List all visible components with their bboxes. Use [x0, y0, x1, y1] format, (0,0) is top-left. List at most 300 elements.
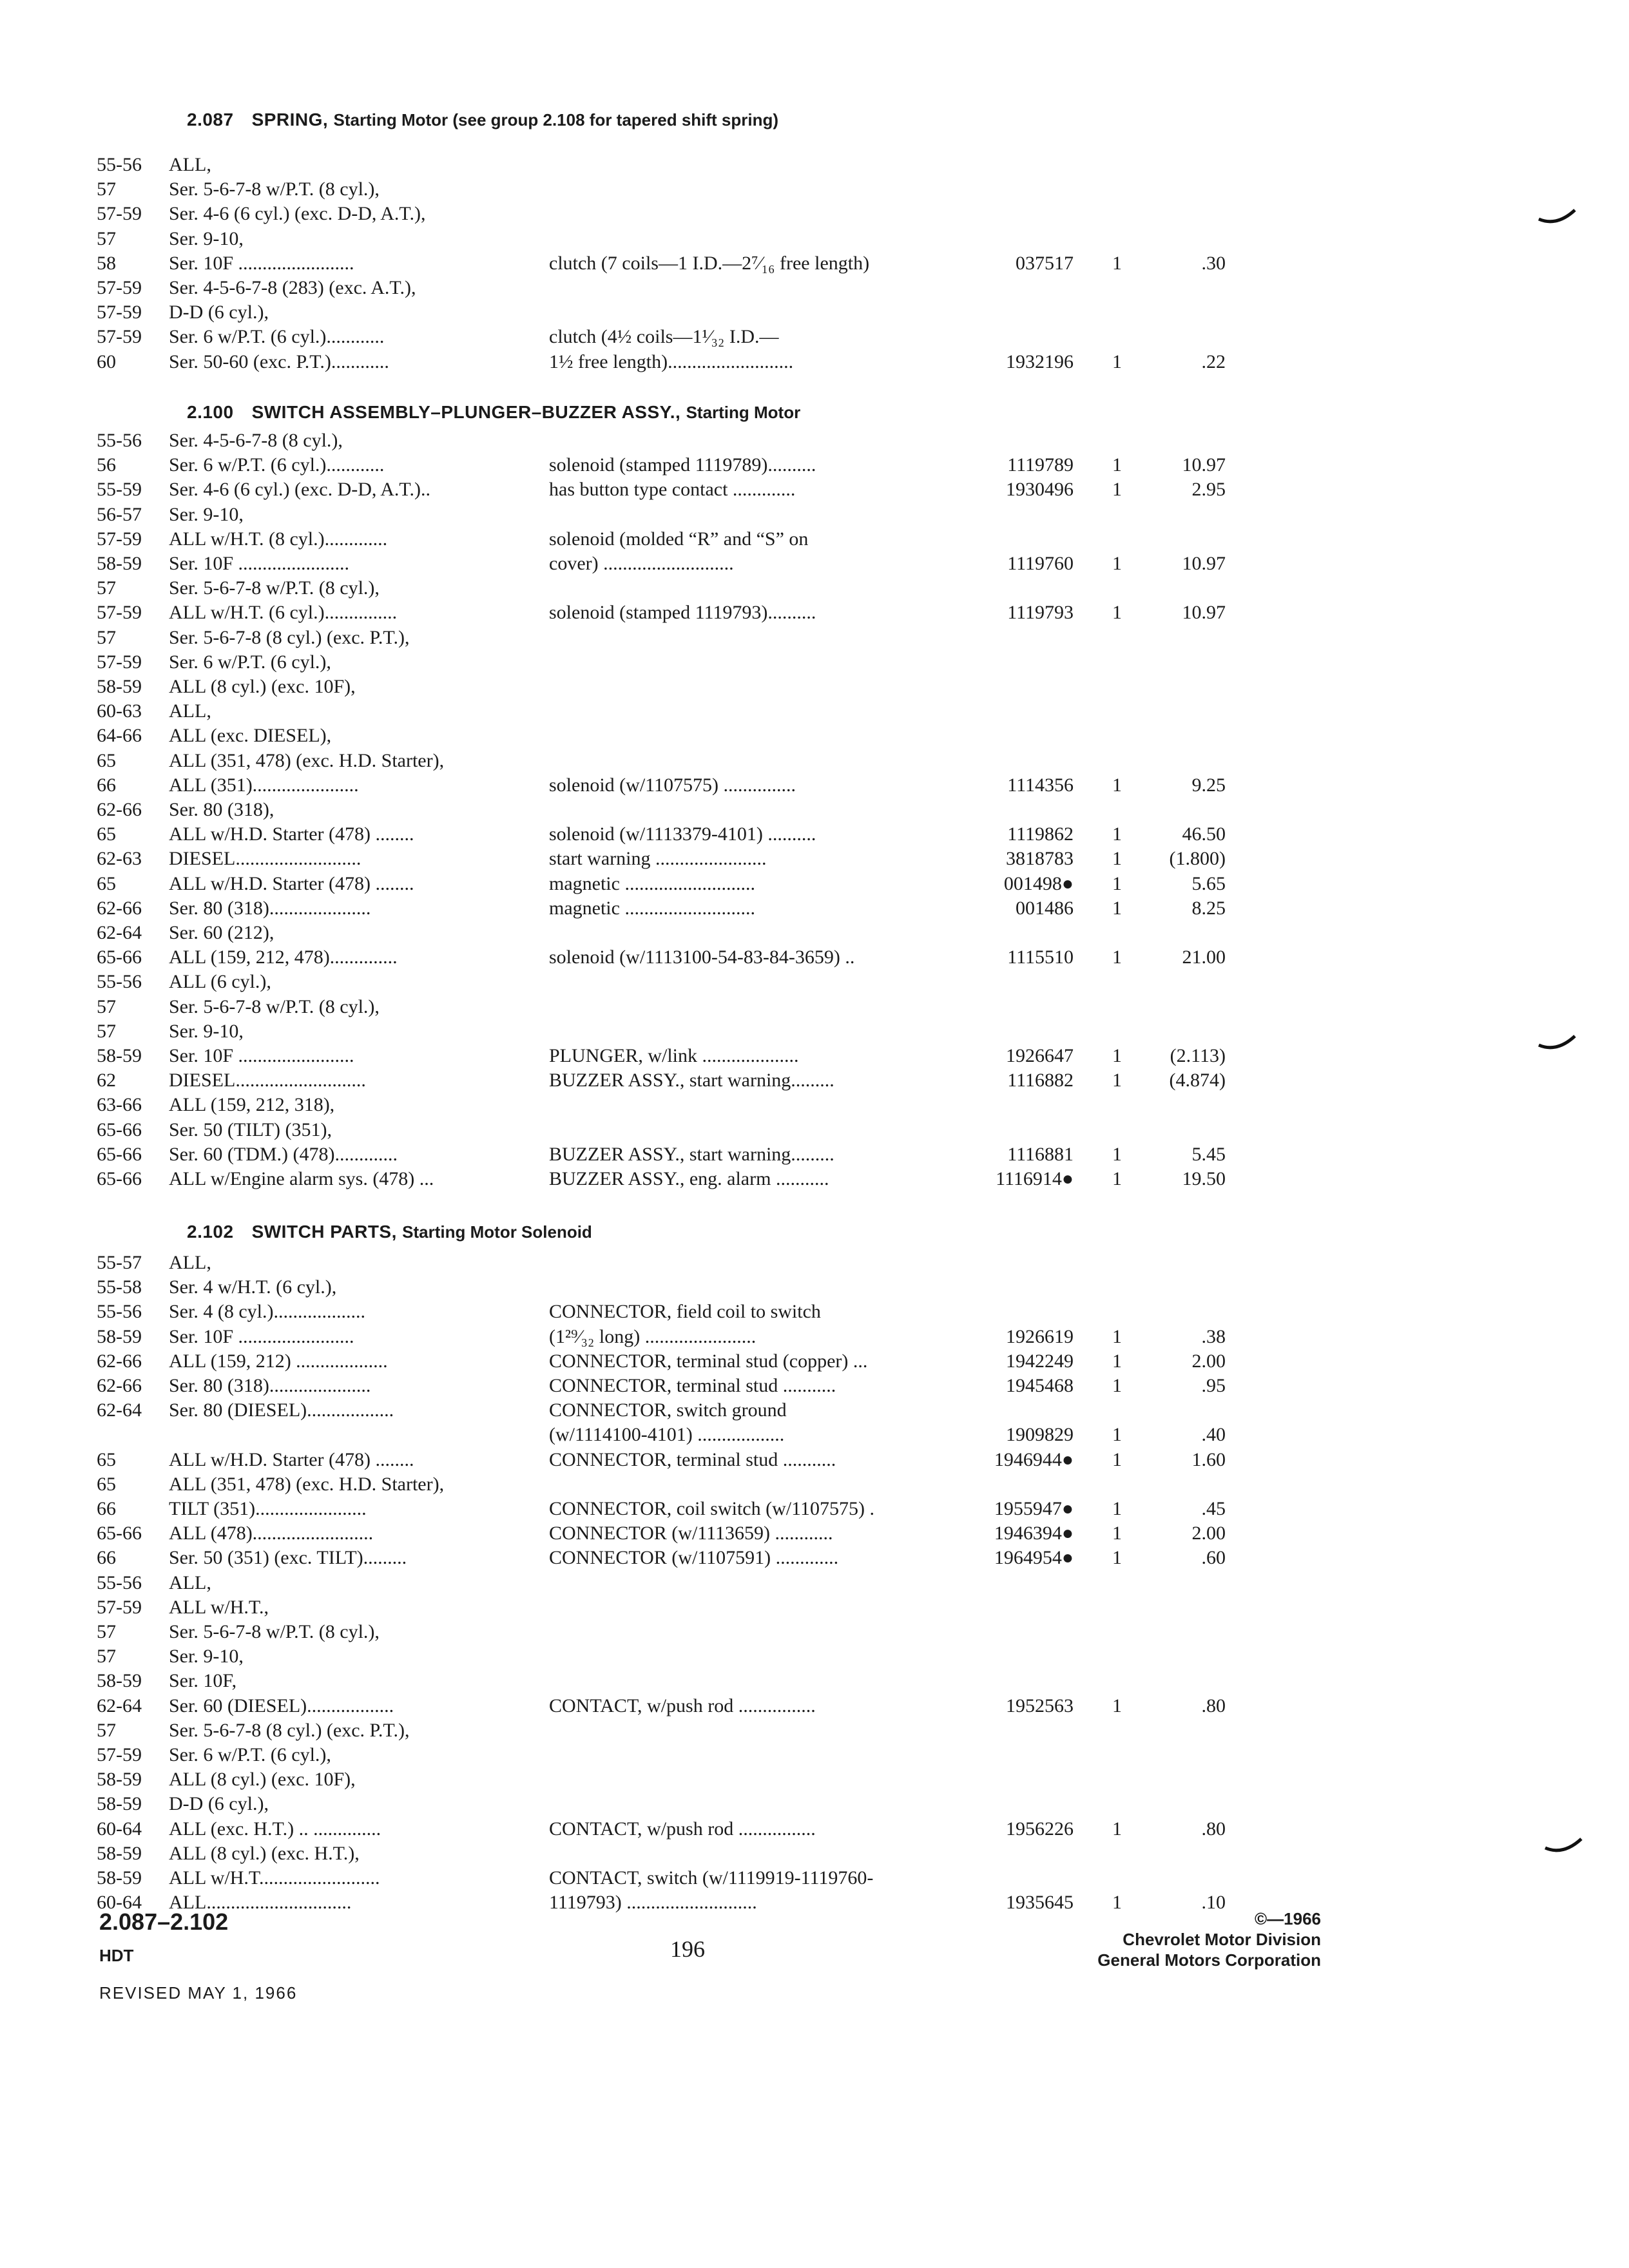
- revision-date: REVISED MAY 1, 1966: [99, 1983, 298, 2003]
- model-years: 63-66: [97, 1094, 142, 1116]
- parts-row: [0, 1043, 1629, 1069]
- application: Ser. 60 (212),: [169, 922, 275, 943]
- application: ALL,: [169, 1571, 211, 1593]
- parts-row: [0, 1373, 1629, 1399]
- part-number: 1964954●: [994, 1547, 1074, 1569]
- parts-row: [0, 822, 1629, 847]
- list-price: .38: [1201, 1325, 1226, 1347]
- model-years: 58-59: [97, 1842, 142, 1864]
- parts-row: [0, 1521, 1629, 1546]
- parts-row: [0, 1019, 1629, 1044]
- model-years: 58-59: [97, 1793, 142, 1815]
- application: Ser. 6 w/P.T. (6 cyl.)............: [169, 326, 385, 348]
- application: Ser. 6 w/P.T. (6 cyl.),: [169, 651, 331, 673]
- list-price: (4.874): [1169, 1070, 1226, 1091]
- parts-row: [0, 1841, 1629, 1867]
- parts-row: [0, 226, 1629, 252]
- parts-row: [0, 1274, 1629, 1300]
- quantity: 1: [1112, 897, 1122, 919]
- parts-row: [0, 324, 1629, 350]
- part-description: solenoid (w/1113379-4101) ..........: [549, 823, 816, 845]
- application: D-D (6 cyl.),: [169, 302, 269, 323]
- model-years: 57: [97, 178, 116, 200]
- publisher-block: [1097, 1908, 1321, 1970]
- quantity: 1: [1112, 454, 1122, 476]
- part-description: CONNECTOR, field coil to switch: [549, 1301, 821, 1323]
- quantity: 1: [1112, 774, 1122, 796]
- part-description: solenoid (molded “R” and “S” on: [549, 528, 809, 550]
- model-years: 65: [97, 823, 116, 845]
- part-description: CONNECTOR, coil switch (w/1107575) .: [549, 1498, 874, 1519]
- part-description: CONNECTOR (w/1113659) ............: [549, 1523, 833, 1544]
- parts-row: [0, 1447, 1629, 1473]
- model-years: 62-66: [97, 799, 142, 820]
- model-years: 64-66: [97, 725, 142, 747]
- model-years: 57: [97, 995, 116, 1017]
- model-years: 65: [97, 1473, 116, 1495]
- part-description: PLUNGER, w/link ....................: [549, 1045, 799, 1066]
- parts-row: [0, 625, 1629, 651]
- parts-row: [0, 275, 1629, 301]
- application: Ser. 50 (351) (exc. TILT).........: [169, 1547, 407, 1569]
- model-years: 57-59: [97, 326, 142, 348]
- parts-row: [0, 1718, 1629, 1744]
- quantity: 1: [1112, 1168, 1122, 1189]
- quantity: 1: [1112, 351, 1122, 372]
- parts-row: [0, 1142, 1629, 1168]
- part-number: 1946394●: [994, 1523, 1074, 1544]
- list-price: 8.25: [1191, 897, 1226, 919]
- model-years: 60-64: [97, 1818, 142, 1840]
- model-years: 58-59: [97, 1769, 142, 1791]
- application: ALL (351, 478) (exc. H.D. Starter),: [169, 1473, 445, 1495]
- quantity: 1: [1112, 1375, 1122, 1396]
- parts-row: [0, 1595, 1629, 1620]
- quantity: 1: [1112, 1143, 1122, 1165]
- model-years: 60-64: [97, 1892, 142, 1914]
- part-description: clutch (7 coils—1 I.D.—2⁷⁄₁₆ free length): [549, 252, 870, 274]
- parts-row: [0, 1644, 1629, 1669]
- model-years: 57: [97, 1621, 116, 1642]
- part-description: solenoid (stamped 1119793)..........: [549, 602, 816, 624]
- model-years: 57-59: [97, 528, 142, 550]
- parts-row: [0, 1166, 1629, 1192]
- parts-row: [0, 526, 1629, 552]
- model-years: 58-59: [97, 1045, 142, 1066]
- model-years: 62: [97, 1070, 116, 1091]
- section-title-2-087: 2.087 SPRING, Starting Motor (see group 2.108 for tapered shift spring): [187, 110, 779, 130]
- application: Ser. 4-5-6-7-8 (283) (exc. A.T.),: [169, 277, 416, 298]
- quantity: 1: [1112, 252, 1122, 274]
- part-number: 1114356: [1007, 774, 1074, 796]
- model-years: 62-66: [97, 1375, 142, 1396]
- parts-row: [0, 1767, 1629, 1792]
- application: ALL (exc. DIESEL),: [169, 725, 332, 747]
- part-number: 1926619: [1006, 1325, 1074, 1347]
- parts-row: [0, 1668, 1629, 1694]
- part-number: 1952563: [1006, 1695, 1074, 1716]
- application: Ser. 10F ........................: [169, 252, 354, 274]
- page-number: 196: [670, 1936, 705, 1962]
- part-description: BUZZER ASSY., start warning.........: [549, 1070, 834, 1091]
- part-description: CONNECTOR, terminal stud ...........: [549, 1375, 836, 1396]
- parts-row: [0, 1693, 1629, 1719]
- application: TILT (351).......................: [169, 1498, 367, 1519]
- application: ALL (159, 212) ...................: [169, 1350, 388, 1372]
- application: ALL w/Engine alarm sys. (478) ...: [169, 1168, 434, 1189]
- list-price: .95: [1201, 1375, 1226, 1396]
- parts-row: [0, 428, 1629, 454]
- model-years: 55-56: [97, 971, 142, 993]
- application: ALL w/H.T. (8 cyl.).............: [169, 528, 388, 550]
- application: ALL,: [169, 154, 211, 175]
- parts-row: [0, 723, 1629, 749]
- quantity: 1: [1112, 1448, 1122, 1470]
- application: Ser. 9-10,: [169, 1020, 244, 1042]
- model-years: 57-59: [97, 1744, 142, 1765]
- model-years: 57-59: [97, 302, 142, 323]
- model-years: 55-57: [97, 1252, 142, 1273]
- model-years: 57: [97, 626, 116, 648]
- model-years: 55-56: [97, 1571, 142, 1593]
- application: Ser. 9-10,: [169, 503, 244, 525]
- part-number: 3818783: [1006, 848, 1074, 870]
- parts-row: [0, 1324, 1629, 1350]
- model-years: 60-63: [97, 700, 142, 722]
- parts-row: [0, 1865, 1629, 1891]
- parts-row: [0, 177, 1629, 202]
- list-price: .22: [1201, 351, 1226, 372]
- group-code: 2.087–2.102: [99, 1908, 229, 1935]
- parts-row: [0, 1545, 1629, 1571]
- part-number: 1956226: [1006, 1818, 1074, 1840]
- list-price: 2.00: [1191, 1523, 1226, 1544]
- application: ALL w/H.D. Starter (478) ........: [169, 1448, 414, 1470]
- quantity: 1: [1112, 479, 1122, 501]
- part-number: 1942249: [1006, 1350, 1074, 1372]
- parts-row: [0, 452, 1629, 478]
- model-years: 56-57: [97, 503, 142, 525]
- application: ALL (159, 212, 478)..............: [169, 947, 398, 968]
- part-number: 1909829: [1006, 1424, 1074, 1446]
- model-years: 57: [97, 1020, 116, 1042]
- section-title-2-100: 2.100 SWITCH ASSEMBLY–PLUNGER–BUZZER ASSY., Starting Motor: [187, 402, 801, 422]
- list-price: 5.45: [1191, 1143, 1226, 1165]
- model-years: 62-64: [97, 1695, 142, 1716]
- application: Ser. 4-5-6-7-8 (8 cyl.),: [169, 430, 343, 451]
- parts-row: [0, 1299, 1629, 1325]
- parts-row: [0, 1068, 1629, 1093]
- parts-row: [0, 349, 1629, 375]
- parts-row: [0, 1117, 1629, 1143]
- parts-row: [0, 1092, 1629, 1118]
- corporation: General Motors Corporation: [1097, 1950, 1321, 1970]
- application: ALL,: [169, 700, 211, 722]
- list-price: 5.65: [1191, 872, 1226, 894]
- application: Ser. 5-6-7-8 (8 cyl.) (exc. P.T.),: [169, 1719, 410, 1741]
- application: Ser. 5-6-7-8 w/P.T. (8 cyl.),: [169, 178, 380, 200]
- part-description: start warning .......................: [549, 848, 767, 870]
- parts-row: [0, 797, 1629, 823]
- list-price: 46.50: [1182, 823, 1226, 845]
- parts-row: [0, 649, 1629, 675]
- application: ALL w/H.T. (6 cyl.)...............: [169, 602, 398, 624]
- model-years: 57: [97, 577, 116, 599]
- application: Ser. 5-6-7-8 w/P.T. (8 cyl.),: [169, 995, 380, 1017]
- part-description: CONNECTOR, terminal stud (copper) ...: [549, 1350, 868, 1372]
- application: Ser. 80 (DIESEL)..................: [169, 1399, 394, 1421]
- part-description: CONTACT, switch (w/1119919-1119760-: [549, 1867, 874, 1888]
- part-description: cover) ...........................: [549, 553, 734, 574]
- part-number: 001486: [1016, 897, 1074, 919]
- model-years: 62-63: [97, 848, 142, 870]
- parts-row: [0, 969, 1629, 995]
- parts-row: [0, 698, 1629, 724]
- model-years: 55-56: [97, 154, 142, 175]
- application: Ser. 9-10,: [169, 227, 244, 249]
- application: ALL (478).........................: [169, 1523, 374, 1544]
- part-number: 1930496: [1006, 479, 1074, 501]
- part-description: CONNECTOR (w/1107591) .............: [549, 1547, 839, 1569]
- part-number: 1119760: [1007, 553, 1074, 574]
- application: ALL (351, 478) (exc. H.D. Starter),: [169, 749, 445, 771]
- model-years: 62-66: [97, 1350, 142, 1372]
- application: Ser. 10F,: [169, 1670, 237, 1692]
- parts-row: [0, 1398, 1629, 1423]
- model-years: 58-59: [97, 676, 142, 697]
- model-years: 66: [97, 1498, 116, 1519]
- model-years: 58-59: [97, 1325, 142, 1347]
- application: ALL (8 cyl.) (exc. 10F),: [169, 1769, 356, 1791]
- list-price: .30: [1201, 252, 1226, 274]
- parts-row: [0, 1472, 1629, 1497]
- parts-row: [0, 502, 1629, 528]
- parts-row: [0, 551, 1629, 577]
- application: Ser. 80 (318).....................: [169, 1375, 371, 1396]
- part-number: 1932196: [1006, 351, 1074, 372]
- parts-row: [0, 1496, 1629, 1522]
- parts-row: [0, 575, 1629, 601]
- part-description: clutch (4½ coils—1¹⁄₃₂ I.D.—: [549, 326, 779, 348]
- application: D-D (6 cyl.),: [169, 1793, 269, 1815]
- model-years: 58-59: [97, 1670, 142, 1692]
- model-years: 58: [97, 252, 116, 274]
- list-price: .80: [1201, 1695, 1226, 1716]
- parts-row: [0, 1422, 1629, 1448]
- model-years: 57-59: [97, 651, 142, 673]
- application: Ser. 60 (TDM.) (478).............: [169, 1143, 398, 1165]
- model-years: 55-59: [97, 479, 142, 501]
- part-description: CONNECTOR, terminal stud ...........: [549, 1448, 836, 1470]
- list-price: (2.113): [1170, 1045, 1226, 1066]
- model-years: 62-66: [97, 897, 142, 919]
- model-years: 65-66: [97, 947, 142, 968]
- quantity: 1: [1112, 1818, 1122, 1840]
- application: ALL (159, 212, 318),: [169, 1094, 335, 1116]
- model-years: 55-56: [97, 1301, 142, 1323]
- part-description: has button type contact .............: [549, 479, 796, 501]
- part-description: CONTACT, w/push rod ................: [549, 1818, 816, 1840]
- quantity: 1: [1112, 1325, 1122, 1347]
- margin-tick-mark: [1537, 1033, 1576, 1053]
- parts-row: [0, 773, 1629, 798]
- list-price: 10.97: [1182, 454, 1226, 476]
- list-price: 10.97: [1182, 602, 1226, 624]
- parts-row: [0, 1890, 1629, 1916]
- part-number: 1955947●: [994, 1498, 1074, 1519]
- quantity: 1: [1112, 947, 1122, 968]
- model-years: 65-66: [97, 1523, 142, 1544]
- list-price: .80: [1201, 1818, 1226, 1840]
- model-years: 56: [97, 454, 116, 476]
- model-years: 57: [97, 227, 116, 249]
- application: Ser. 80 (318),: [169, 799, 275, 820]
- model-years: 58-59: [97, 1867, 142, 1888]
- part-number: 1926647: [1006, 1045, 1074, 1066]
- list-price: .60: [1201, 1547, 1226, 1569]
- parts-row: [0, 748, 1629, 774]
- application: Ser. 9-10,: [169, 1646, 244, 1667]
- part-number: 1119862: [1007, 823, 1074, 845]
- model-years: 55-58: [97, 1276, 142, 1298]
- application: ALL (8 cyl.) (exc. H.T.),: [169, 1842, 360, 1864]
- list-price: 2.00: [1191, 1350, 1226, 1372]
- part-description: 1½ free length)..........................: [549, 351, 794, 372]
- application: Ser. 10F .......................: [169, 553, 350, 574]
- parts-row: [0, 477, 1629, 503]
- model-years: 58-59: [97, 553, 142, 574]
- model-years: 57-59: [97, 203, 142, 225]
- margin-tick-mark: [1544, 1836, 1583, 1856]
- model-years: 62-64: [97, 922, 142, 943]
- list-price: 9.25: [1191, 774, 1226, 796]
- model-years: 60: [97, 351, 116, 372]
- quantity: 1: [1112, 1547, 1122, 1569]
- part-number: 1119793: [1007, 602, 1074, 624]
- application: Ser. 50-60 (exc. P.T.)............: [169, 351, 389, 372]
- part-description: BUZZER ASSY., start warning.........: [549, 1143, 834, 1165]
- model-code: HDT: [99, 1946, 134, 1965]
- parts-row: [0, 1619, 1629, 1645]
- copyright: ©—1966: [1255, 1909, 1321, 1928]
- list-price: 10.97: [1182, 553, 1226, 574]
- parts-row: [0, 1570, 1629, 1596]
- quantity: 1: [1112, 823, 1122, 845]
- parts-row: [0, 846, 1629, 872]
- list-price: 1.60: [1191, 1448, 1226, 1470]
- parts-row: [0, 300, 1629, 325]
- application: Ser. 80 (318).....................: [169, 897, 371, 919]
- application: ALL (6 cyl.),: [169, 971, 271, 993]
- parts-row: [0, 251, 1629, 276]
- part-number: 1116881: [1007, 1143, 1074, 1165]
- quantity: 1: [1112, 1424, 1122, 1446]
- model-years: 65: [97, 1448, 116, 1470]
- quantity: 1: [1112, 1523, 1122, 1544]
- application: ALL w/H.D. Starter (478) ........: [169, 872, 414, 894]
- part-number: 1946944●: [994, 1448, 1074, 1470]
- part-description: solenoid (stamped 1119789)..........: [549, 454, 816, 476]
- part-number: 1115510: [1007, 947, 1074, 968]
- application: Ser. 6 w/P.T. (6 cyl.)............: [169, 454, 385, 476]
- application: ALL (exc. H.T.) .. ..............: [169, 1818, 381, 1840]
- parts-row: [0, 871, 1629, 897]
- application: Ser. 6 w/P.T. (6 cyl.),: [169, 1744, 331, 1765]
- part-number: 1945468: [1006, 1375, 1074, 1396]
- model-years: 57-59: [97, 277, 142, 298]
- part-description: solenoid (w/1113100-54-83-84-3659) ..: [549, 947, 855, 968]
- model-years: 57: [97, 1646, 116, 1667]
- part-number: 1935645: [1006, 1892, 1074, 1914]
- application: DIESEL..........................: [169, 848, 361, 870]
- application: Ser. 5-6-7-8 w/P.T. (8 cyl.),: [169, 1621, 380, 1642]
- application: Ser. 5-6-7-8 w/P.T. (8 cyl.),: [169, 577, 380, 599]
- application: Ser. 50 (TILT) (351),: [169, 1119, 333, 1140]
- margin-tick-mark: [1537, 207, 1576, 227]
- part-number: 1116914●: [996, 1168, 1074, 1189]
- application: ALL (8 cyl.) (exc. 10F),: [169, 676, 356, 697]
- parts-row: [0, 945, 1629, 970]
- application: ALL w/H.T.,: [169, 1596, 269, 1618]
- model-years: 57-59: [97, 602, 142, 624]
- list-price: (1.800): [1169, 848, 1226, 870]
- part-description: BUZZER ASSY., eng. alarm ...........: [549, 1168, 829, 1189]
- list-price: 2.95: [1191, 479, 1226, 501]
- application: Ser. 4 w/H.T. (6 cyl.),: [169, 1276, 337, 1298]
- application: DIESEL...........................: [169, 1070, 366, 1091]
- parts-row: [0, 674, 1629, 700]
- part-description: CONTACT, w/push rod ................: [549, 1695, 816, 1716]
- part-description: 1119793) ...........................: [549, 1892, 757, 1914]
- list-price: 19.50: [1182, 1168, 1226, 1189]
- application: Ser. 10F ........................: [169, 1325, 354, 1347]
- quantity: 1: [1112, 1350, 1122, 1372]
- application: Ser. 4-6 (6 cyl.) (exc. D-D, A.T.)..: [169, 479, 430, 501]
- part-description: solenoid (w/1107575) ...............: [549, 774, 796, 796]
- part-description: magnetic ...........................: [549, 897, 755, 919]
- list-price: .40: [1201, 1424, 1226, 1446]
- model-years: 65: [97, 872, 116, 894]
- parts-row: [0, 1816, 1629, 1842]
- parts-row: [0, 1349, 1629, 1374]
- list-price: .10: [1201, 1892, 1226, 1914]
- quantity: 1: [1112, 1498, 1122, 1519]
- parts-row: [0, 1250, 1629, 1276]
- division: Chevrolet Motor Division: [1123, 1930, 1321, 1949]
- model-years: 65: [97, 749, 116, 771]
- part-description: (w/1114100-4101) ..................: [549, 1424, 785, 1446]
- parts-row: [0, 152, 1629, 178]
- model-years: 65-66: [97, 1168, 142, 1189]
- part-description: magnetic ...........................: [549, 872, 755, 894]
- application: ALL w/H.T.........................: [169, 1867, 380, 1888]
- section-title-2-102: 2.102 SWITCH PARTS, Starting Motor Solenoid: [187, 1222, 592, 1242]
- quantity: 1: [1112, 553, 1122, 574]
- application: Ser. 4 (8 cyl.)...................: [169, 1301, 365, 1323]
- list-price: .45: [1201, 1498, 1226, 1519]
- parts-row: [0, 896, 1629, 921]
- application: ALL (351)......................: [169, 774, 359, 796]
- parts-row: [0, 1742, 1629, 1768]
- part-number: 037517: [1016, 252, 1074, 274]
- quantity: 1: [1112, 848, 1122, 870]
- parts-row: [0, 201, 1629, 227]
- part-description: CONNECTOR, switch ground: [549, 1399, 787, 1421]
- model-years: 66: [97, 1547, 116, 1569]
- list-price: 21.00: [1182, 947, 1226, 968]
- application: ALL w/H.D. Starter (478) ........: [169, 823, 414, 845]
- quantity: 1: [1112, 872, 1122, 894]
